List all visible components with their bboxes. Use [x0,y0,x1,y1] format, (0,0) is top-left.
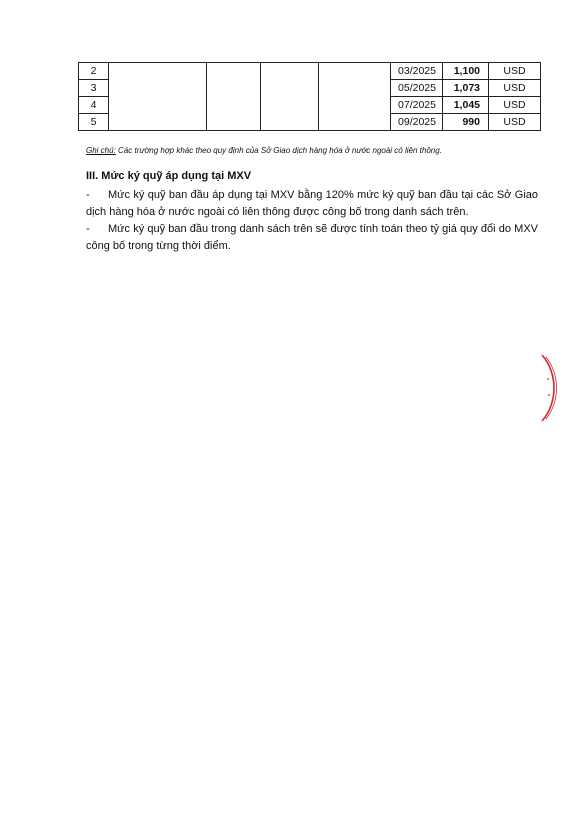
margin-amount: 1,073 [443,80,489,97]
table-row [79,63,541,80]
paragraph-text: Mức ký quỹ ban đầu trong danh sách trên sẽ được tính toán theo tỷ giá quy đổi do MXV công bố trong từng thời điểm. [86,223,538,252]
margin-amount: 1,100 [443,63,489,80]
bullet-dash: - [86,223,90,235]
merged-cell [109,63,207,131]
contract-month: 07/2025 [391,97,443,114]
margin-amount: 1,045 [443,97,489,114]
currency: USD [489,114,541,131]
row-number: 3 [79,80,109,97]
paragraph [86,187,538,221]
currency: USD [489,63,541,80]
row-number: 2 [79,63,109,80]
row-number: 4 [79,97,109,114]
paragraph [86,221,538,255]
paragraph-text: Mức ký quỹ ban đầu áp dụng tại MXV bằng 120% mức ký quỹ ban đầu tại các Sở Giao dịch hàng hóa ở nước ngoài có liên thông được công bố trong danh sách trên. [86,189,538,218]
note-text: Các trường hợp khác theo quy định của Sở Giao dịch hàng hóa ở nước ngoài có liên thông. [118,146,442,155]
margin-amount: 990 [443,114,489,131]
section-title: III. Mức ký quỹ áp dụng tại MXV [86,170,252,182]
contract-month: 03/2025 [391,63,443,80]
row-number: 5 [79,114,109,131]
currency: USD [489,80,541,97]
bullet-dash: - [86,189,90,201]
merged-cell [207,63,261,131]
merged-cell [319,63,391,131]
table-note [86,146,442,155]
margin-table [78,62,541,131]
contract-month: 09/2025 [391,114,443,131]
note-label: Ghi chú: [86,146,116,155]
red-seal-stamp [540,353,560,423]
contract-month: 05/2025 [391,80,443,97]
currency: USD [489,97,541,114]
merged-cell [261,63,319,131]
